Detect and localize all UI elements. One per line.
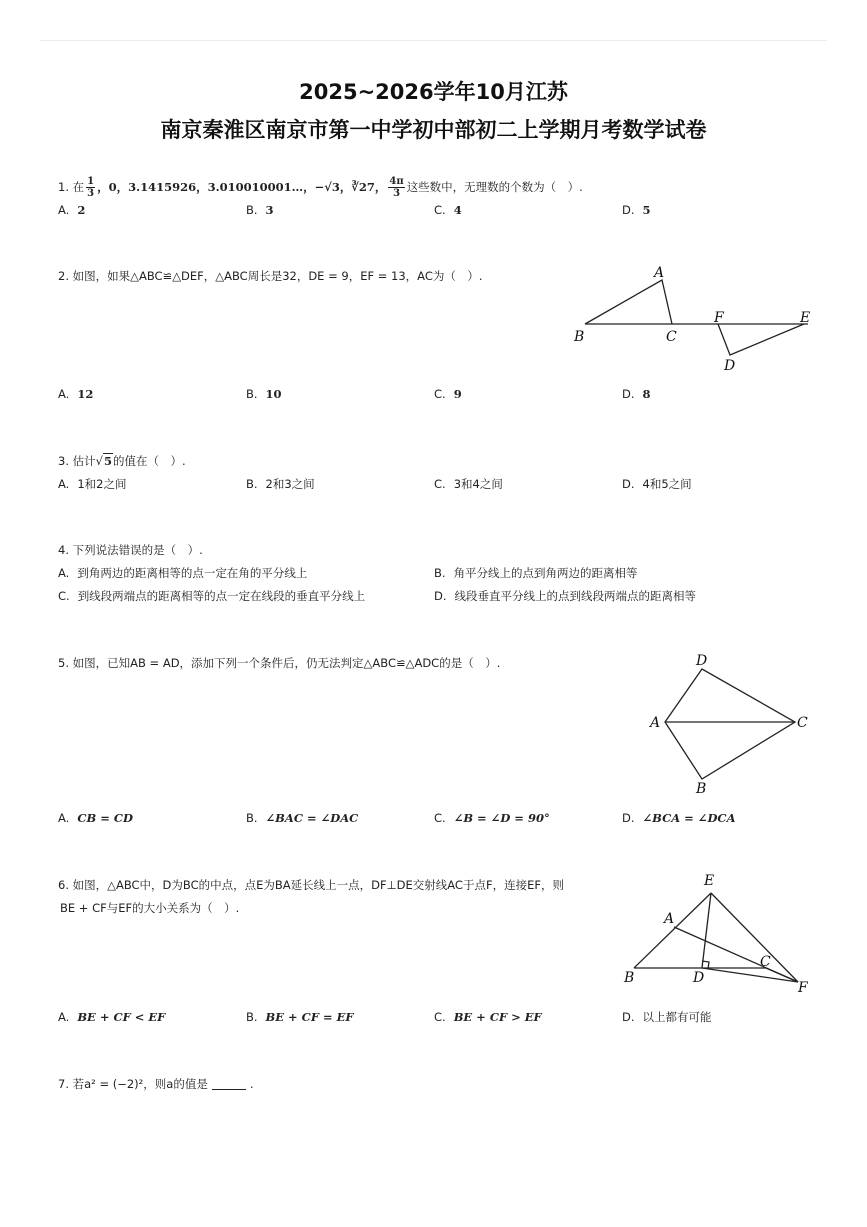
label-e: E [704,873,715,889]
q4-option-c[interactable]: C. 到线段两端点的距离相等的点一定在线段的垂直平分线上 [58,589,366,603]
question-4-stem: 4. 下列说法错误的是（ ）. [58,543,203,557]
page-title-line1: 2025~2026学年10月江苏 [299,80,568,104]
q5-option-a[interactable]: A. CB = CD [58,811,133,825]
q3-option-a[interactable]: A. 1和2之间 [58,477,127,491]
q2-option-c[interactable]: C. 9 [434,387,462,401]
label-a: A [664,911,675,927]
label-a: A [650,715,661,731]
q6-option-b[interactable]: B. BE + CF = EF [246,1010,354,1024]
q4-option-b[interactable]: B. 角平分线上的点到角两边的距离相等 [434,566,638,580]
q5-figure-kite [645,650,815,800]
q1-option-c[interactable]: C. 4 [434,203,462,217]
q2-option-a[interactable]: A. 12 [58,387,94,401]
label-d: D [696,653,708,669]
label-f: F [798,980,808,995]
question-6-stem-line2: BE + CF与EF的大小关系为（ ）. [60,901,240,915]
q6-option-d[interactable]: D. 以上都有可能 [622,1010,712,1024]
sqrt-5: √5 [95,454,112,468]
question-5-stem: 5. 如图，已知AB = AD，添加下列一个条件后，仍无法判定△ABC≌△ADC的是（ ）. [58,656,501,670]
q2-option-b[interactable]: B. 10 [246,387,282,401]
label-a: A [654,265,665,281]
line-be [634,893,711,968]
q3-option-b[interactable]: B. 2和3之间 [246,477,315,491]
q5-option-c[interactable]: C. ∠B = ∠D = 90° [434,811,550,825]
fraction-one-third: $\frac{1}{3}$ [87,176,95,199]
q3-option-d[interactable]: D. 4和5之间 [622,477,692,491]
label-e: E [800,310,811,326]
label-b: B [574,329,585,345]
q4-option-d[interactable]: D. 线段垂直平分线上的点到线段两端点的距离相等 [434,589,697,603]
line-de [702,893,711,968]
q3-option-c[interactable]: C. 3和4之间 [434,477,503,491]
label-d: D [724,358,736,374]
label-c: C [760,954,771,970]
label-c: C [797,715,808,731]
q4-option-a[interactable]: A. 到角两边的距离相等的点一定在角的平分线上 [58,566,308,580]
question-1-stem: 1. 在 $\frac{1}{3}$ ，0，3.1415926，3.010010001…，−√3，∛27， $\frac{4\pi}{3}$ 这些数中，无理数的个数为（ ）. [58,176,583,199]
q2-option-d[interactable]: D. 8 [622,387,651,401]
q2-figure-triangles [568,260,818,378]
q5-option-d[interactable]: D. ∠BCA = ∠DCA [622,811,736,825]
quadrilateral-abcd [665,669,795,779]
label-b: B [696,781,707,797]
fraction-four-pi-third: $\frac{4\pi}{3}$ [389,176,404,199]
q6-option-a[interactable]: A. BE + CF < EF [58,1010,166,1024]
triangle-abc [585,280,672,324]
label-c: C [666,329,677,345]
triangle-def [718,324,804,355]
question-6-stem-line1: 6. 如图，△ABC中，D为BC的中点，点E为BA延长线上一点，DF⊥DE交射线AC于点F，连接EF，则 [58,878,564,892]
q5-option-b[interactable]: B. ∠BAC = ∠DAC [246,811,359,825]
question-7-stem: 7. 若a² = (−2)²，则a的值是 . [58,1077,254,1091]
q1-option-d[interactable]: D. 5 [622,203,651,217]
page-title-line2: 南京秦淮区南京市第一中学初中部初二上学期月考数学试卷 [160,118,707,142]
q1-option-a[interactable]: A. 2 [58,203,86,217]
label-f: F [714,310,724,326]
answer-blank[interactable] [212,1089,246,1090]
q1-option-b[interactable]: B. 3 [246,203,274,217]
q6-option-c[interactable]: C. BE + CF > EF [434,1010,542,1024]
top-divider [40,40,827,41]
question-2-stem: 2. 如图，如果△ABC≌△DEF，△ABC周长是32，DE = 9，EF = 13，AC为（ ）. [58,269,483,283]
q6-figure-triangle [620,870,815,995]
label-d: D [693,970,705,986]
line-ef [711,893,798,982]
label-b: B [624,970,635,986]
question-3-stem: 3. 估计√5的值在（ ）. [58,454,186,468]
